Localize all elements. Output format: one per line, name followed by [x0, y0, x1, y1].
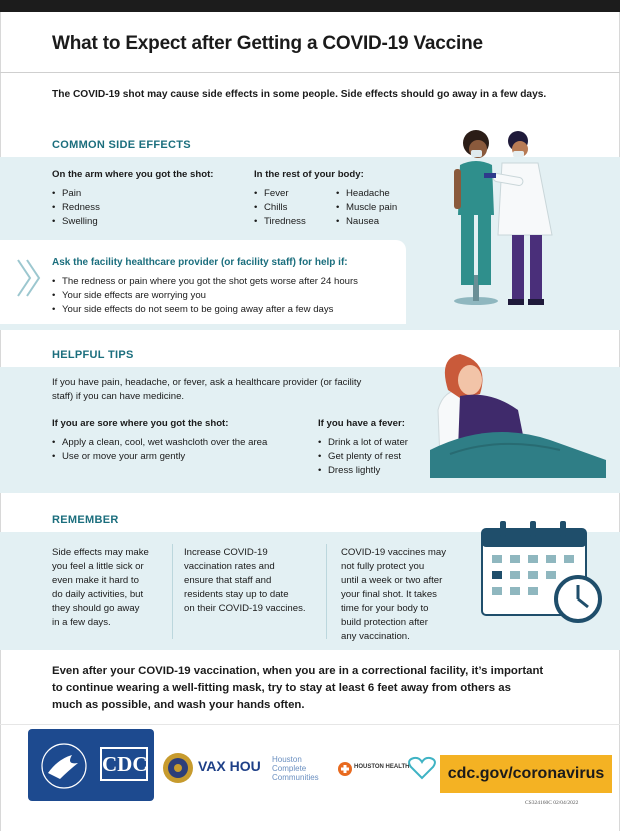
- body-title: In the rest of your body:: [254, 169, 364, 180]
- harris-county-seal-icon: [162, 752, 194, 784]
- list-item: • Your side effects are worrying you: [52, 289, 358, 303]
- bottom-message: [52, 663, 612, 714]
- list-item: • Drink a lot of water: [318, 436, 408, 450]
- cdc-logo: [28, 729, 154, 801]
- list-item: • Headache: [336, 187, 397, 201]
- text-line: COVID-19 vaccines may: [341, 547, 447, 558]
- text-line: Even after your COVID-19 vaccination, when you are in a correctional facility, it’s important: [52, 665, 544, 677]
- title-divider: [0, 72, 620, 73]
- text-line: your final shot. It takes: [341, 589, 437, 600]
- text-line: ensure that staff and: [184, 575, 272, 586]
- text-line: Houston: [272, 755, 302, 764]
- body-list-1: [254, 187, 306, 229]
- text-line: vaccination rates and: [184, 561, 275, 572]
- remember-col3: [341, 546, 446, 644]
- text-line: Side effects may make: [52, 547, 149, 558]
- list-item: • Nausea: [336, 215, 397, 229]
- remember-col2: [184, 546, 306, 616]
- houston-health-logo: HOUSTON HEALTH: [354, 764, 410, 770]
- vax-hou-logo: VAX HOU: [198, 758, 261, 774]
- text-line: even make it hard to: [52, 575, 139, 586]
- text-line: residents stay up to date: [184, 589, 289, 600]
- text-line: Communities: [272, 773, 319, 782]
- list-item: • Apply a clean, cool, wet washcloth over the area: [52, 436, 267, 450]
- tips-intro-line2: staff) if you can have medicine.: [52, 391, 185, 402]
- list-item: • Muscle pain: [336, 201, 397, 215]
- fever-list: [318, 436, 408, 478]
- list-item: • The redness or pain where you got the shot gets worse after 24 hours: [52, 275, 358, 289]
- text-line: any vaccination.: [341, 631, 410, 642]
- text-line: build protection after: [341, 617, 428, 628]
- list-item: • Get plenty of rest: [318, 450, 408, 464]
- remember-heading: REMEMBER: [52, 514, 119, 526]
- list-item: • Swelling: [52, 215, 100, 229]
- heart-icon: [408, 756, 436, 780]
- text-line: time for your body to: [341, 603, 429, 614]
- text-line: do daily activities, but: [52, 589, 144, 600]
- list-item: • Chills: [254, 201, 306, 215]
- column-divider: [172, 544, 173, 639]
- intro-text: The COVID-19 shot may cause side effects in some people. Side effects should go away in a few days.: [52, 89, 547, 100]
- common-side-effects-heading: COMMON SIDE EFFECTS: [52, 139, 191, 151]
- list-item: • Your side effects do not seem to be going away after a few days: [52, 303, 358, 317]
- fever-title: If you have a fever:: [318, 418, 405, 429]
- arm-title: On the arm where you got the shot:: [52, 169, 214, 180]
- houston-health-icon: [338, 762, 352, 776]
- cdc-wordmark: CDC: [100, 747, 148, 781]
- text-line: in a few days.: [52, 617, 111, 628]
- footer-divider: [0, 724, 620, 725]
- resting-illustration: [430, 350, 610, 482]
- top-bar: [0, 0, 620, 12]
- hhs-eagle-icon: [38, 741, 94, 791]
- cdc-url-link[interactable]: cdc.gov/coronavirus: [447, 765, 605, 782]
- calendar-clock-icon: [480, 515, 610, 625]
- document-code: CS324160C 02/04/2022: [525, 800, 579, 806]
- text-line: you feel a little sick or: [52, 561, 144, 572]
- text-line: to continue wearing a well-fitting mask, try to stay at least 6 feet away from others as: [52, 682, 511, 694]
- url-banner: [440, 755, 612, 793]
- text-line: they should go away: [52, 603, 140, 614]
- text-line: Complete: [272, 764, 307, 773]
- column-divider: [326, 544, 327, 639]
- list-item: • Pain: [52, 187, 100, 201]
- text-line: on their COVID-19 vaccines.: [184, 603, 306, 614]
- text-line: much as possible, and wash your hands often.: [52, 699, 305, 711]
- text-line: not fully protect you: [341, 561, 425, 572]
- list-item: • Fever: [254, 187, 306, 201]
- houston-complete-communities-logo: [272, 755, 319, 782]
- sore-title: If you are sore where you got the shot:: [52, 418, 229, 429]
- sore-list: [52, 436, 267, 464]
- list-item: • Dress lightly: [318, 464, 408, 478]
- helpful-tips-heading: HELPFUL TIPS: [52, 349, 134, 361]
- list-item: • Use or move your arm gently: [52, 450, 267, 464]
- tips-intro-line1: If you have pain, headache, or fever, ask a healthcare provider (or facility: [52, 377, 362, 388]
- arm-list: [52, 187, 100, 229]
- chevron-right-icon: [14, 258, 44, 298]
- ask-provider-heading: Ask the facility healthcare provider (or facility staff) for help if:: [52, 257, 348, 268]
- remember-col1: [52, 546, 149, 630]
- text-line: Increase COVID-19: [184, 547, 268, 558]
- list-item: • Tiredness: [254, 215, 306, 229]
- page-title: What to Expect after Getting a COVID-19 Vaccine: [52, 33, 483, 54]
- vaccination-illustration: [440, 125, 618, 315]
- text-line: until a week or two after: [341, 575, 443, 586]
- body-list-2: [336, 187, 397, 229]
- ask-provider-list: [52, 275, 358, 317]
- list-item: • Redness: [52, 201, 100, 215]
